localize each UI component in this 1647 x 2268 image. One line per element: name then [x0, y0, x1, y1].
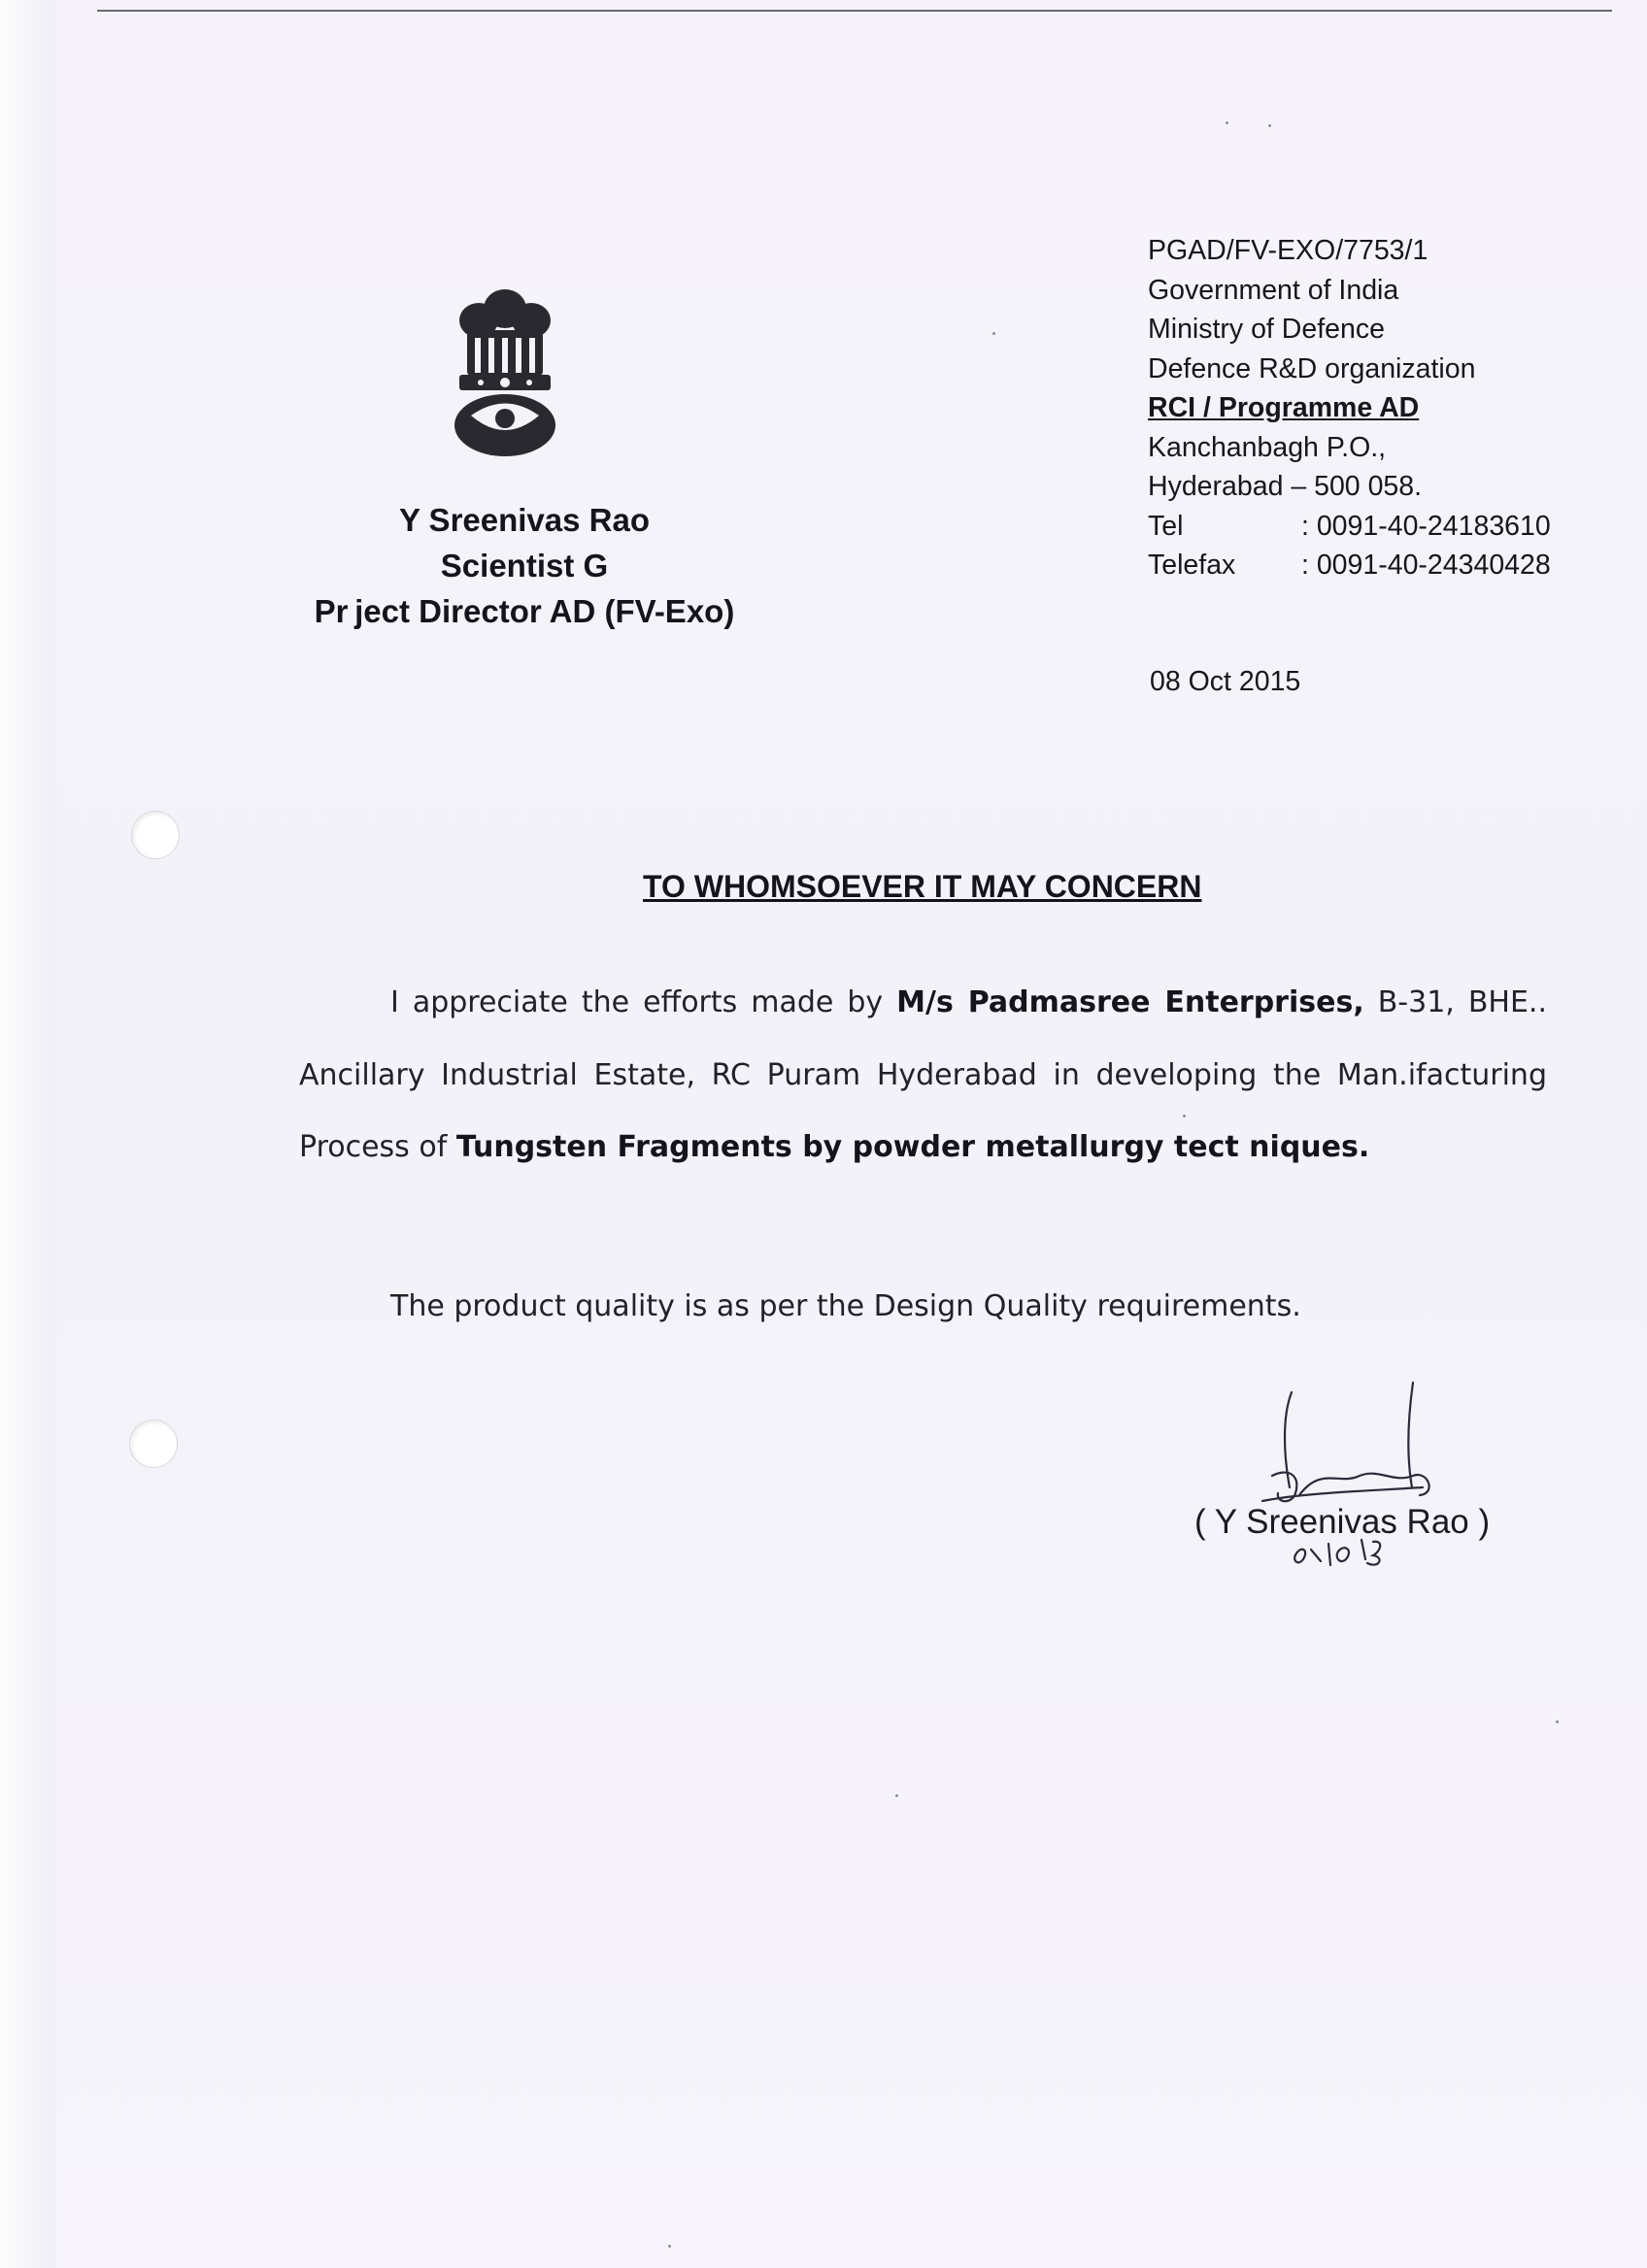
scan-speck	[1556, 1720, 1559, 1723]
postal-line-2: Hyderabad – 500 058.	[1148, 471, 1423, 502]
body-paragraph	[299, 967, 1547, 1184]
tel-row	[1148, 507, 1604, 547]
fax-label: Telefax	[1148, 550, 1236, 581]
letter-date: 08 Oct 2015	[1150, 666, 1301, 697]
sender-designation: Scientist G	[440, 548, 609, 584]
sender-name: Y Sreenivas Rao	[398, 502, 651, 538]
division-name: RCI / Programme AD	[1148, 392, 1420, 423]
product-description: Tungsten Fragments by powder metallurgy tect niques.	[455, 1130, 1370, 1164]
scan-speck	[668, 2245, 671, 2248]
scan-speck	[1183, 1115, 1186, 1117]
tel-label: Tel	[1148, 510, 1184, 542]
fax-row	[1148, 546, 1604, 585]
address-block	[1148, 231, 1604, 585]
org-line-3: Defence R&D organization	[1148, 352, 1476, 384]
scan-speck	[895, 1794, 898, 1797]
state-emblem-icon	[442, 280, 568, 459]
signatory-name: ( Y Sreenivas Rao )	[1194, 1503, 1491, 1541]
body-intro: I appreciate the efforts made by	[390, 985, 884, 1019]
company-name: M/s Padmasree Enterprises,	[896, 985, 1364, 1019]
sender-block	[291, 497, 757, 634]
scan-speck	[992, 332, 995, 335]
fax-value: : 0091-40-24340428	[1301, 550, 1551, 581]
tel-value: : 0091-40-24183610	[1301, 510, 1551, 542]
reference-number: PGAD/FV-EXO/7753/1	[1148, 235, 1429, 266]
org-line-2: Ministry of Defence	[1148, 314, 1385, 345]
handwritten-signature	[1214, 1379, 1505, 1602]
scan-speck	[1226, 121, 1228, 124]
punch-hole-lower	[129, 1419, 178, 1468]
scan-left-edge	[0, 0, 56, 2268]
org-line-1: Government of India	[1148, 274, 1399, 306]
company-address: B-31, BHE.. Ancillary Industrial Estate, RC Puram Hyderabad in developing the Man.ifacturing Process of	[299, 985, 1547, 1164]
sender-role: Pr ject Director AD (FV-Exo)	[314, 593, 735, 629]
quality-statement: The product quality is as per the Design Quality requirements.	[390, 1289, 1301, 1323]
letter-body	[299, 967, 1547, 1184]
letter-heading: TO WHOMSOEVER IT MAY CONCERN	[643, 869, 1202, 904]
postal-line-1: Kanchanbagh P.O.,	[1148, 431, 1387, 463]
top-border-line	[97, 10, 1612, 12]
scan-speck	[1268, 124, 1271, 127]
punch-hole-upper	[131, 811, 180, 859]
